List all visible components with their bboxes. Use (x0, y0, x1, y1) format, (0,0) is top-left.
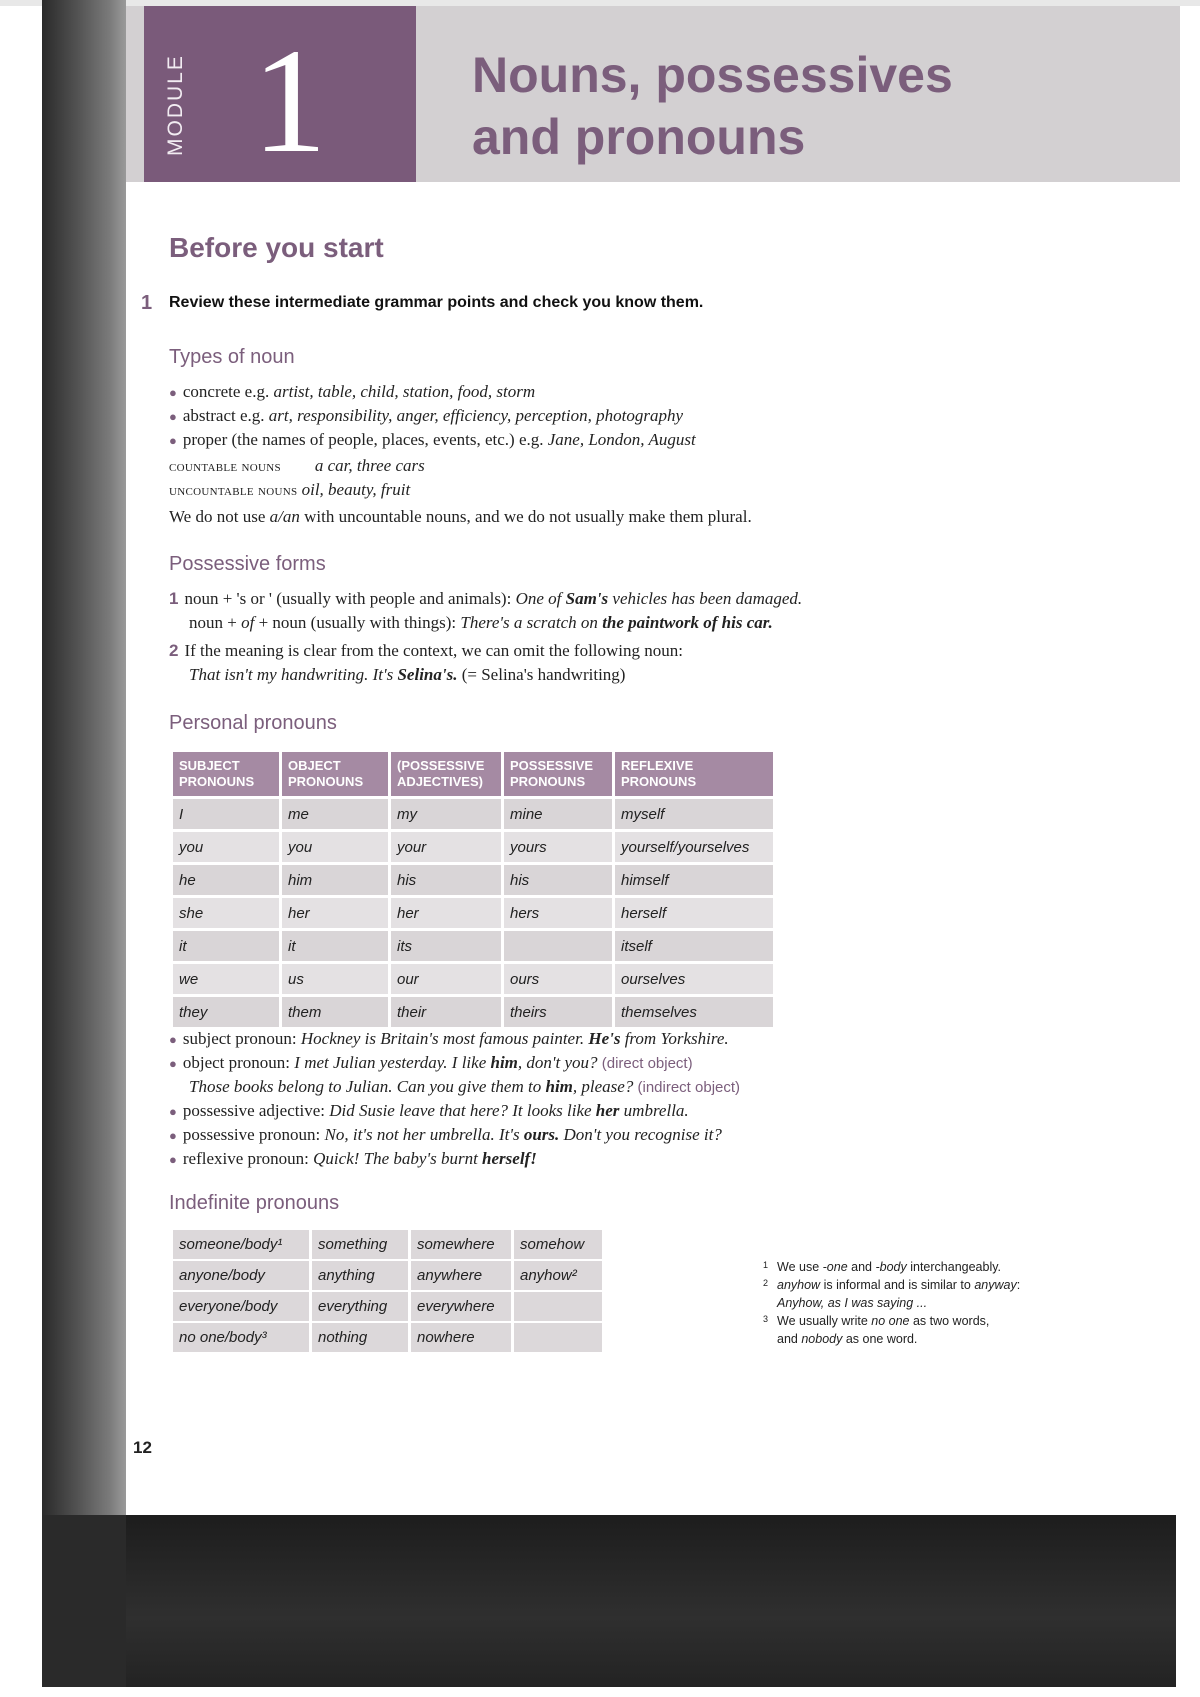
table-cell: ourselves (614, 963, 775, 996)
example-bold: Selina's. (397, 665, 458, 684)
bullet-icon: ● (169, 409, 177, 424)
heading-types-of-noun: Types of noun (169, 346, 295, 368)
table-cell: him (281, 864, 390, 897)
table-cell: her (390, 897, 503, 930)
table-cell (513, 1291, 604, 1322)
scan-edge-bottom (126, 1515, 1176, 1687)
example: That isn't my handwriting. It's (189, 665, 398, 684)
table-cell: he (173, 864, 281, 897)
table-cell: anywhere (410, 1260, 513, 1291)
table-cell: I (173, 798, 281, 831)
table-cell: its (390, 930, 503, 963)
table-row (173, 1322, 604, 1352)
table-cell: them (281, 996, 390, 1028)
chapter-title (472, 44, 1172, 168)
table-cell: their (390, 996, 503, 1028)
table-row (173, 864, 775, 897)
indefinite-pronouns-table (173, 1228, 605, 1352)
table-row (173, 930, 775, 963)
table-cell: somehow (513, 1229, 604, 1260)
table-cell: everything (311, 1291, 410, 1322)
column-header: REFLEXIVE PRONOUNS (614, 752, 775, 798)
note: (direct object) (597, 1055, 693, 1072)
label: reflexive pronoun: (182, 1149, 314, 1168)
table-cell: his (390, 864, 503, 897)
table-row (173, 831, 775, 864)
table-cell (513, 1322, 604, 1352)
table-cell: it (281, 930, 390, 963)
example: Did Susie leave that here? It looks like (329, 1101, 596, 1120)
table-cell: anyone/body (173, 1260, 311, 1291)
table-cell: yours (503, 831, 614, 864)
bullet-icon: ● (169, 1128, 177, 1143)
module-number: 1 (252, 18, 327, 184)
example-bold: the paintwork of his car. (602, 613, 773, 632)
example-possessive-adjective (169, 1100, 689, 1123)
examples-abstract: art, responsibility, anger, efficiency, perception, photography (268, 406, 683, 425)
label-abstract: abstract e.g. (182, 406, 265, 425)
table-row (173, 1229, 604, 1260)
item-number: 1 (169, 589, 179, 608)
example: Don't you recognise it? (559, 1125, 722, 1144)
table-cell: nothing (311, 1322, 410, 1352)
example: Quick! The baby's burnt (313, 1149, 483, 1168)
example-bold: ours. (523, 1125, 560, 1144)
table-row (173, 1260, 604, 1291)
table-cell: someone/body¹ (173, 1229, 311, 1260)
table-cell: anything (311, 1260, 410, 1291)
label: possessive adjective: (182, 1101, 330, 1120)
possessive-item-2 (169, 640, 683, 662)
list-item-concrete (169, 381, 535, 404)
label-proper: proper (the names of people, places, events, etc.) e.g. (182, 430, 544, 449)
bullet-icon: ● (169, 1032, 177, 1047)
table-cell: our (390, 963, 503, 996)
example-possessive-pronoun (169, 1124, 722, 1147)
table-cell: you (173, 831, 281, 864)
table-cell: everyone/body (173, 1291, 311, 1322)
scan-corner (42, 1515, 126, 1687)
module-label: MODULE (164, 54, 187, 156)
table-cell: hers (503, 897, 614, 930)
table-cell: she (173, 897, 281, 930)
column-header: (POSSESSIVE ADJECTIVES) (390, 752, 503, 798)
example: There's a scratch on (460, 613, 603, 632)
footnote-2: 2 anyhow is informal and is similar to anyway: Anyhow, as I was saying ... (763, 1278, 1021, 1310)
table-cell: something (311, 1229, 410, 1260)
item-text: noun + (189, 613, 242, 632)
possessive-item-1 (169, 588, 802, 610)
table-cell: my (390, 798, 503, 831)
example: I met Julian yesterday. I like (294, 1053, 491, 1072)
chapter-title-line-2: and pronouns (472, 109, 806, 165)
table-cell: ours (503, 963, 614, 996)
module-box (144, 6, 416, 182)
item-text: If the meaning is clear from the context, we can omit the following noun: (184, 641, 683, 660)
uncountable-nouns-line (169, 479, 410, 502)
table-cell: your (390, 831, 503, 864)
exercise-number: 1 (141, 292, 153, 314)
example: Hockney is Britain's most famous painter. (300, 1029, 589, 1048)
table-row (173, 996, 775, 1028)
example-subject-pronoun (169, 1028, 729, 1051)
label-concrete: concrete e.g. (182, 382, 270, 401)
examples-concrete: artist, table, child, station, food, storm (273, 382, 536, 401)
table-cell: myself (614, 798, 775, 831)
table-row (173, 963, 775, 996)
table-cell: his (503, 864, 614, 897)
personal-pronouns-table (173, 752, 776, 1027)
example: from Yorkshire. (620, 1029, 729, 1048)
item-text: noun + 's or ' (usually with people and animals): (184, 589, 516, 608)
example: One of (515, 589, 566, 608)
example-bold: her (595, 1101, 620, 1120)
label-countable: countable nouns (169, 459, 281, 475)
examples-proper: Jane, London, August (547, 430, 696, 449)
column-header: OBJECT PRONOUNS (281, 752, 390, 798)
table-cell: yourself/yourselves (614, 831, 775, 864)
chapter-title-line-1: Nouns, possessives (472, 47, 953, 103)
page-number: 12 (133, 1438, 152, 1457)
rule-text-end: with uncountable nouns, and we do not usually make them plural. (299, 507, 752, 526)
label: possessive pronoun: (182, 1125, 325, 1144)
table-cell: nowhere (410, 1322, 513, 1352)
heading-personal-pronouns: Personal pronouns (169, 712, 337, 734)
label: subject pronoun: (182, 1029, 301, 1048)
example: Those books belong to Julian. Can you give them to (189, 1077, 546, 1096)
table-cell: we (173, 963, 281, 996)
list-item-abstract (169, 405, 683, 428)
bullet-icon: ● (169, 1152, 177, 1167)
item-of: of (241, 613, 255, 632)
footnotes (763, 1258, 1093, 1348)
possessive-item-1-line-2 (189, 612, 773, 634)
item-number: 2 (169, 641, 179, 660)
table-row (173, 1291, 604, 1322)
footnote-1: 1 We use -one and -body interchangeably. (763, 1260, 1002, 1274)
list-item-proper (169, 429, 696, 452)
table-cell: everywhere (410, 1291, 513, 1322)
bullet-icon: ● (169, 1104, 177, 1119)
note: (indirect object) (633, 1079, 741, 1096)
table-cell: no one/body³ (173, 1322, 311, 1352)
table-cell: himself (614, 864, 775, 897)
table-cell: her (281, 897, 390, 930)
heading-possessive-forms: Possessive forms (169, 553, 326, 575)
exercise-instruction: Review these intermediate grammar points and check you know them. (169, 294, 704, 311)
table-cell: they (173, 996, 281, 1028)
section-title: Before you start (169, 232, 384, 263)
table-cell: it (173, 930, 281, 963)
example-bold: him (545, 1077, 573, 1096)
example: umbrella. (619, 1101, 689, 1120)
examples-uncountable: oil, beauty, fruit (301, 480, 411, 499)
example: No, it's not her umbrella. It's (324, 1125, 524, 1144)
uncountable-rule (169, 506, 752, 528)
example: vehicles has been damaged. (608, 589, 803, 608)
table-cell: itself (614, 930, 775, 963)
examples-countable: a car, three cars (314, 456, 425, 475)
example-bold: Sam's (565, 589, 609, 608)
table-row (173, 798, 775, 831)
example: , please? (572, 1077, 634, 1096)
possessive-item-2-line-2 (189, 664, 625, 686)
rule-text: We do not use (169, 507, 270, 526)
label-uncountable: uncountable nouns (169, 483, 298, 499)
table-cell: us (281, 963, 390, 996)
bullet-icon: ● (169, 433, 177, 448)
table-cell: you (281, 831, 390, 864)
column-header: POSSESSIVE PRONOUNS (503, 752, 614, 798)
table-cell: mine (503, 798, 614, 831)
table-cell: herself (614, 897, 775, 930)
gloss: (= Selina's handwriting) (457, 665, 626, 684)
example-object-pronoun-line-2 (189, 1076, 740, 1099)
table-cell: anyhow² (513, 1260, 604, 1291)
item-text: + noun (usually with things): (254, 613, 461, 632)
table-header-row (173, 752, 775, 798)
bullet-icon: ● (169, 385, 177, 400)
scan-binding-shadow (42, 0, 126, 1520)
bullet-icon: ● (169, 1056, 177, 1071)
example: , don't you? (517, 1053, 598, 1072)
rule-article: a/an (269, 507, 300, 526)
example-reflexive-pronoun (169, 1148, 537, 1171)
example-bold: He's (588, 1029, 621, 1048)
table-row (173, 897, 775, 930)
example-object-pronoun (169, 1052, 693, 1075)
column-header: SUBJECT PRONOUNS (173, 752, 281, 798)
heading-indefinite-pronouns: Indefinite pronouns (169, 1192, 340, 1214)
label: object pronoun: (182, 1053, 295, 1072)
example-bold: herself! (482, 1149, 537, 1168)
countable-nouns-line (169, 455, 425, 478)
table-cell (503, 930, 614, 963)
table-cell: somewhere (410, 1229, 513, 1260)
table-cell: themselves (614, 996, 775, 1028)
example-bold: him (490, 1053, 518, 1072)
footnote-3: 3 We usually write no one as two words, and nobody as one word. (763, 1314, 990, 1346)
table-cell: theirs (503, 996, 614, 1028)
table-cell: me (281, 798, 390, 831)
